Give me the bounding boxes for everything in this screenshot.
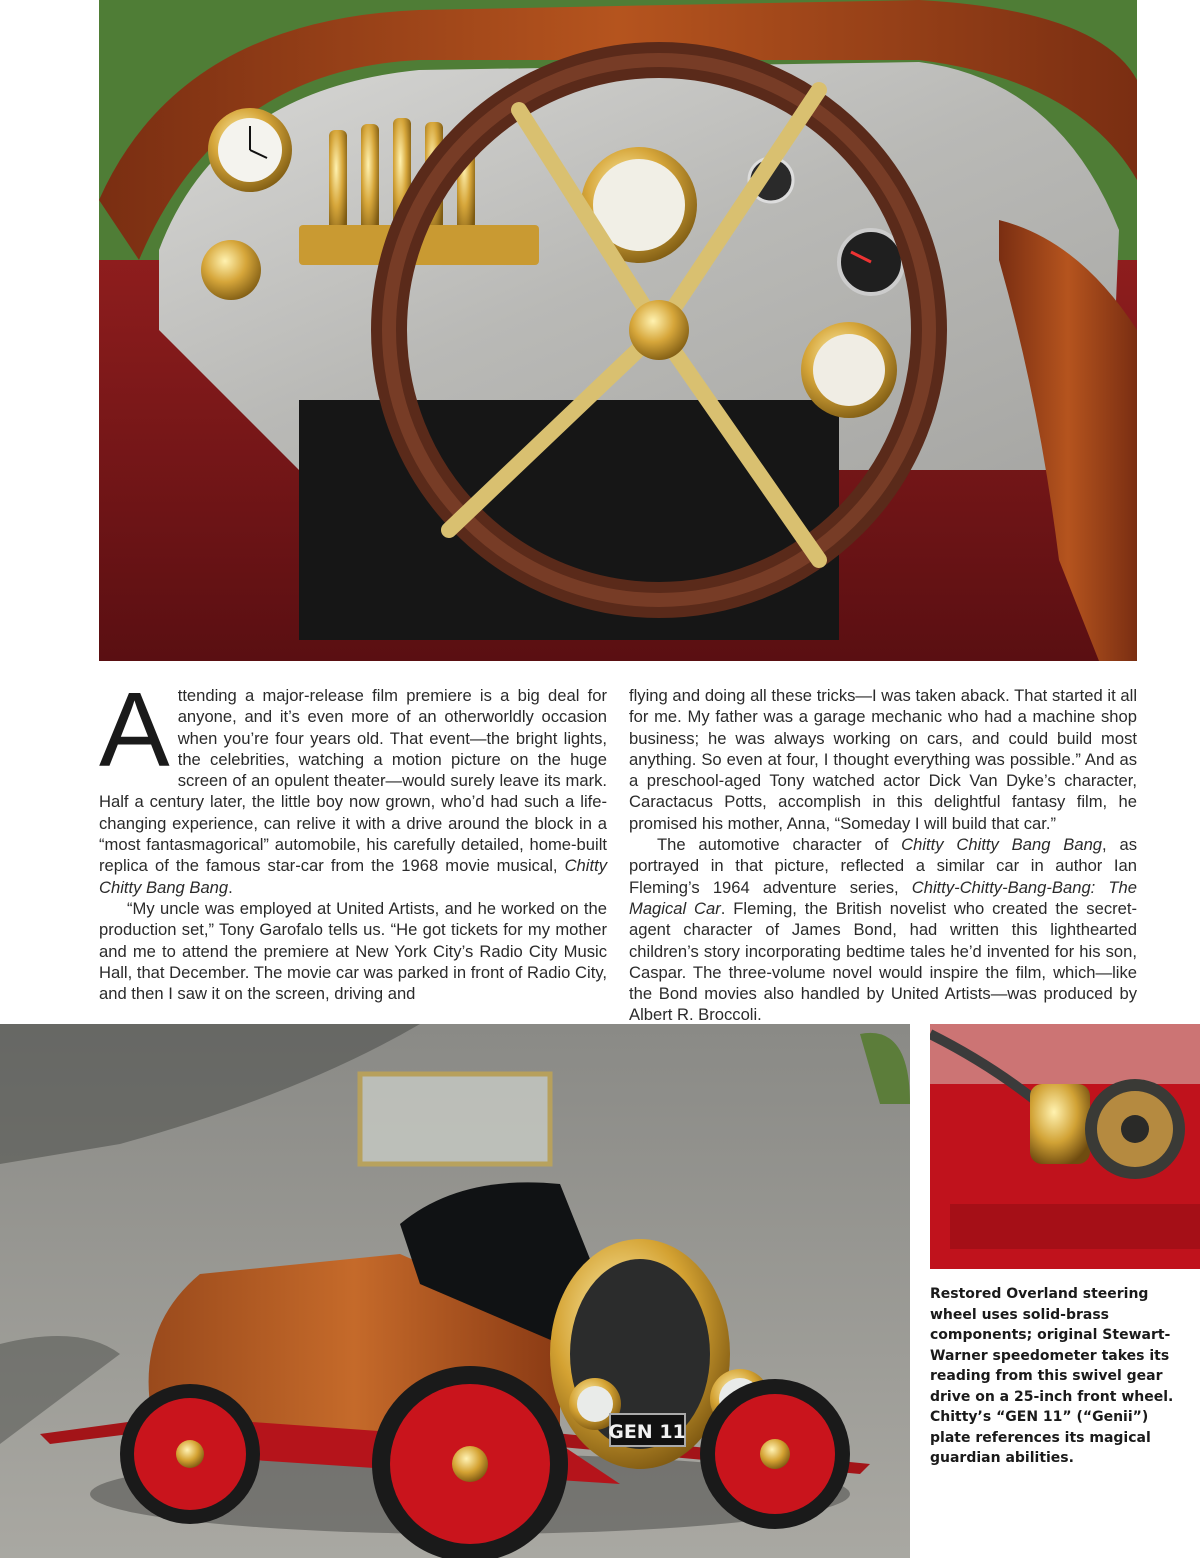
paragraph	[629, 834, 1137, 1026]
film-title: Chitty Chitty Bang Bang	[99, 856, 607, 897]
wheel	[700, 1379, 850, 1529]
gear-drive-illustration	[930, 1024, 1200, 1269]
car-photo	[0, 1024, 910, 1558]
steering-hub	[629, 300, 689, 360]
paragraph-text: The automotive character of	[657, 835, 902, 855]
paragraph-text: . Fleming, the British novelist who created the secret-agent character of James Bond, had written this lighthearted children’s story incorporating bedtime tales he’d invented for his son, Caspar. The three-volume novel would inspire the film, which—like the Bond movies also handled by United Artists—was produced by Albert R. Broccoli.	[629, 898, 1138, 1025]
gear-drive-photo	[930, 1024, 1200, 1269]
license-plate-text: GEN 11	[608, 1421, 686, 1443]
wheel	[372, 1366, 568, 1558]
film-title: Chitty Chitty Bang Bang	[901, 835, 1103, 855]
car-illustration	[0, 1024, 910, 1558]
windshield	[360, 1074, 550, 1164]
article-body	[99, 671, 1138, 1025]
brass-gearbox	[1030, 1084, 1090, 1164]
paragraph	[99, 671, 607, 898]
drop-cap: A	[99, 671, 170, 789]
lower-box	[299, 400, 839, 640]
wheel	[120, 1384, 260, 1524]
article-column-1	[99, 671, 607, 1005]
paragraph: “My uncle was employed at United Artists, and he worked on the production set,” Tony Garofalo tells us. “He got tickets for my mother and me to attend the premiere at New York City’s Radio City Music Hall, that December. The movie car was parked in front of Radio City, and then I saw it on the screen, driving and	[99, 898, 607, 1004]
barometer-face	[813, 334, 885, 406]
brass-knob	[201, 240, 261, 300]
dashboard-photo	[99, 0, 1137, 661]
article-column-2	[629, 685, 1138, 1025]
paragraph-end: .	[228, 877, 233, 897]
paragraph-text: ttending a major-release film premiere is a big deal for anyone, and it’s even more of an otherworldly occasion when you’re four years old. That event—the bright lights, the celebrities, watching a motion picture on the huge screen of an opulent theater—would surely leave its mark. Half a century later, the little boy now grown, who’d had such a life-changing experience, can relive it with a drive around the block in a “most fantasmagorical” automobile, his carefully detailed, home-built replica of the famous star-car from the 1968 movie musical,	[99, 686, 607, 876]
paragraph-text: , as portrayed in that picture, reflected a similar car in author Ian Fleming’s 1964 adventure series,	[629, 835, 1138, 897]
photo-caption: Restored Overland steering wheel uses solid-brass components; original Stewart-Warner speedometer takes its reading from this swivel gear drive on a 25-inch front wheel. Chitty’s “GEN 11” (“Genii”) plate references its magical guardian abilities.	[930, 1286, 1174, 1466]
paragraph: flying and doing all these tricks—I was taken aback. That started it all for me. My father was a garage mechanic who had a machine shop business; he was always working on cars, and could build most anything. So even at four, I thought everything was possible.” And as a preschool-aged Tony watched actor Dick Van Dyke’s character, Caractacus Potts, accomplish in this delightful fantasy film, he promised his mother, Anna, “Someday I will build that car.”	[629, 686, 1137, 833]
book-title: Chitty-Chitty-Bang-Bang: The Magical Car	[629, 877, 1137, 918]
dashboard-illustration	[99, 0, 1137, 661]
